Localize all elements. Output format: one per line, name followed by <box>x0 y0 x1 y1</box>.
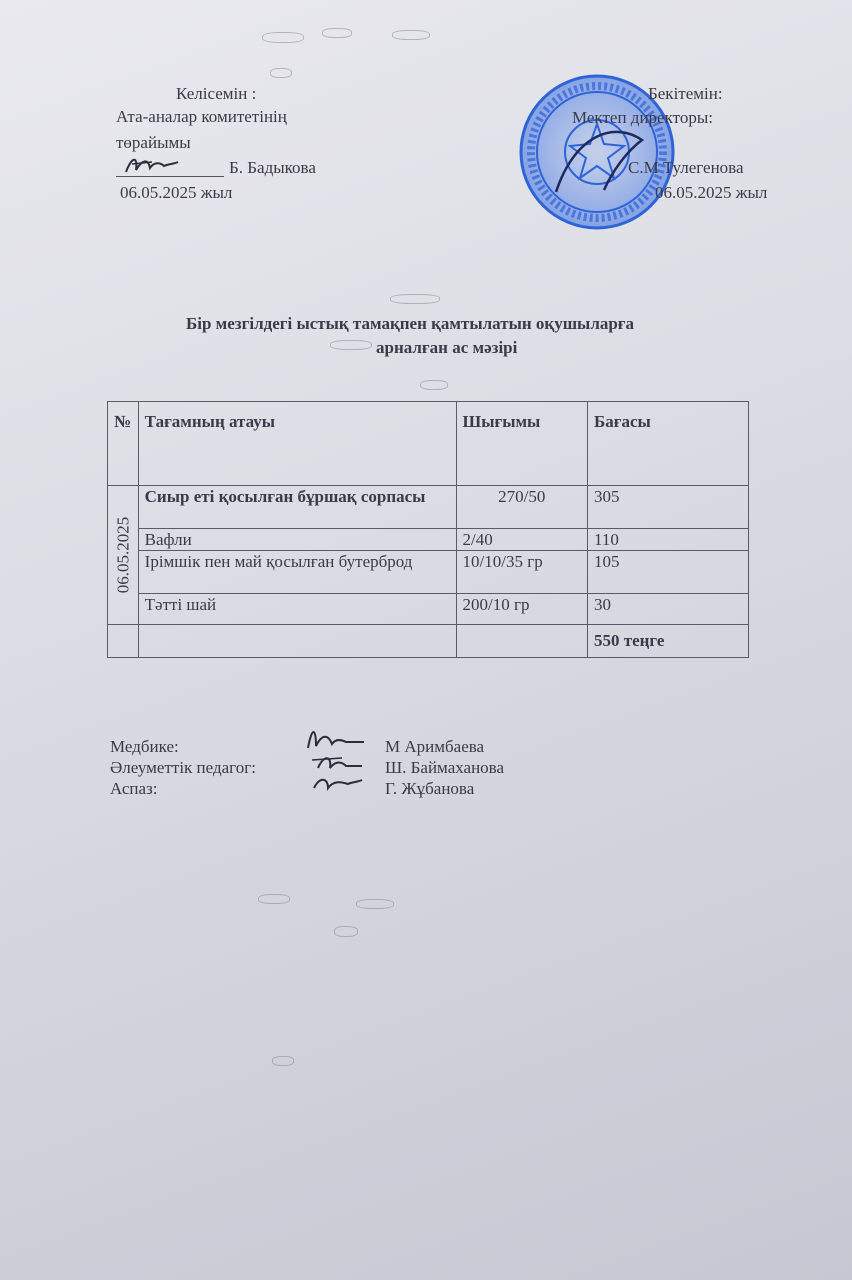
menu-title-line2: арналған ас мәзірі <box>376 338 518 357</box>
table-row <box>108 594 749 625</box>
staff-role-social-pedagogue: Әлеуметтік педагог: <box>110 758 256 777</box>
committee-chair-name: Б. Бадыкова <box>229 158 316 177</box>
date-cell <box>108 486 139 625</box>
staff-name-social-pedagogue: Ш. Баймаханова <box>385 758 505 777</box>
table-header-row <box>108 402 749 486</box>
approval-right-role: Мектеп директоры: <box>572 108 713 127</box>
dish-yield: 2/40 <box>456 529 587 551</box>
scan-noise <box>392 30 430 40</box>
header-number: № <box>108 402 139 486</box>
dish-price: 105 <box>587 551 748 594</box>
menu-title-line1: Бір мезгілдегі ыстық тамақпен қамтылатын оқушыларға <box>186 314 635 333</box>
scan-noise <box>330 340 372 350</box>
approval-left-heading: Келісемін : <box>176 84 257 103</box>
approval-right-heading: Бекітемін: <box>648 84 723 103</box>
scan-noise <box>334 926 358 937</box>
empty-cell <box>138 625 456 658</box>
dish-yield: 270/50 <box>456 486 587 529</box>
table-total-row <box>108 625 749 658</box>
dish-name: Вафли <box>138 529 456 551</box>
menu-table <box>107 401 749 658</box>
total-price: 550 теңге <box>587 625 748 658</box>
dish-price: 110 <box>587 529 748 551</box>
scan-noise <box>322 28 352 38</box>
empty-cell <box>108 625 139 658</box>
scan-noise <box>356 899 394 909</box>
header-yield: Шығымы <box>456 402 587 486</box>
director-name: С.М Тулегенова <box>628 158 744 177</box>
scan-noise <box>258 894 290 904</box>
approval-right-date: 06.05.2025 жыл <box>655 183 768 202</box>
empty-cell <box>456 625 587 658</box>
dish-price: 305 <box>587 486 748 529</box>
dish-yield: 10/10/35 гр <box>456 551 587 594</box>
approval-left-date: 06.05.2025 жыл <box>120 183 233 202</box>
committee-signature <box>122 152 182 180</box>
scan-noise <box>390 294 440 304</box>
approval-left-role-2: төрайымы <box>116 133 191 152</box>
header-dish-name: Тағамның атауы <box>138 402 456 486</box>
menu-date: 06.05.2025 <box>113 516 133 594</box>
scan-noise <box>262 32 304 43</box>
scan-noise <box>420 380 448 390</box>
scan-noise <box>272 1056 294 1066</box>
table-row <box>108 486 749 529</box>
staff-name-nurse: М Аримбаева <box>385 737 485 756</box>
staff-signatures <box>302 722 366 802</box>
staff-name-cook: Г. Жұбанова <box>385 779 475 798</box>
dish-price: 30 <box>587 594 748 625</box>
approval-left-role: Ата-аналар комитетінің <box>116 107 287 126</box>
staff-role-nurse: Медбике: <box>110 737 179 756</box>
dish-yield: 200/10 гр <box>456 594 587 625</box>
staff-role-cook: Аспаз: <box>110 779 158 798</box>
dish-name: Сиыр еті қосылған бұршақ сорпасы <box>138 486 456 529</box>
dish-name: Ірімшік пен май қосылған бутерброд <box>138 551 456 594</box>
header-price: Бағасы <box>587 402 748 486</box>
table-row <box>108 529 749 551</box>
dish-name: Тәтті шай <box>138 594 456 625</box>
scan-noise <box>270 68 292 78</box>
table-row <box>108 551 749 594</box>
